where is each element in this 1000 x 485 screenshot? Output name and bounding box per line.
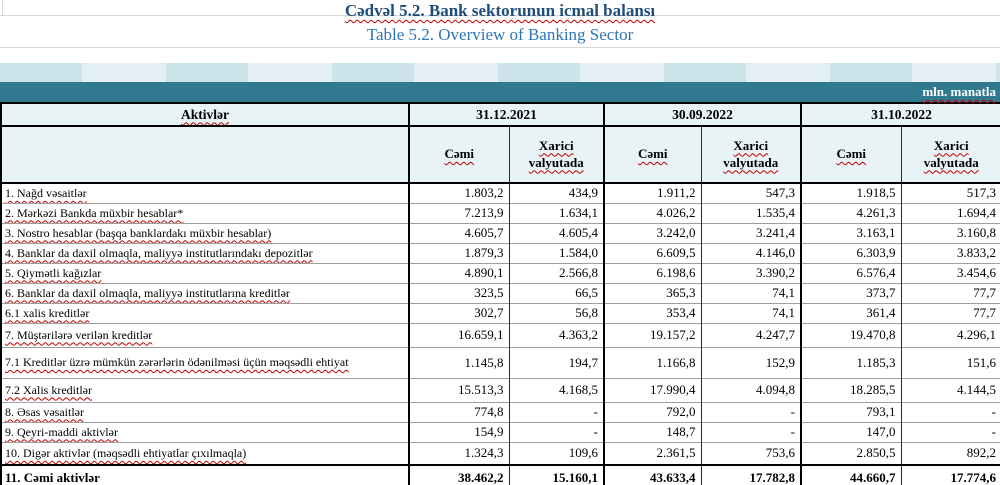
cell-value: 2.361,5 (604, 442, 701, 465)
cell-value: - (701, 422, 801, 442)
unit-label: mln. manatla (922, 84, 996, 99)
cell-value: - (509, 402, 604, 422)
cell-value: 373,7 (801, 283, 901, 303)
cell-value: 38.462,2 (409, 465, 509, 485)
cell-value: 17.782,8 (701, 465, 801, 485)
cell-value: 753,6 (701, 442, 801, 465)
period-header-31-10-2022: 31.10.2022 (801, 103, 1000, 126)
cell-value: 1.185,3 (801, 347, 901, 378)
row-label: 1. Nağd vəsaitlər (5, 185, 87, 200)
table-row (1, 263, 1000, 283)
subheader-total-0922: Cəmi (604, 126, 701, 183)
row-label: 3. Nostro hesablar (başqa banklardakı müxbir hesablar) (1, 223, 409, 243)
subheader-total-2021: Cəmi (409, 126, 509, 183)
cell-value: 4.168,5 (509, 378, 604, 402)
table-title-azerbaijani: Cədvəl 5.2. Bank sektorunun icmal balansı (344, 1, 656, 20)
cell-value: 17.774,6 (901, 465, 1000, 485)
row-label: 8. Əsas vəsaitlər (1, 402, 409, 422)
row-label: 7.2 Xalis kreditlər (1, 378, 409, 402)
cell-value: 44.660,7 (801, 465, 901, 485)
cell-value: 77,7 (901, 303, 1000, 323)
cell-value: 109,6 (509, 442, 604, 465)
table-row (1, 347, 1000, 378)
cell-value: 1.634,1 (509, 203, 604, 223)
table-body (1, 183, 1000, 485)
cell-value: 4.363,2 (509, 323, 604, 347)
subheader-empty-cell (1, 126, 409, 183)
title-gap (0, 47, 1000, 63)
cell-value: 547,3 (701, 183, 801, 203)
cell-value: 774,8 (409, 402, 509, 422)
cell-value: 3.241,4 (701, 223, 801, 243)
cell-value: 4.296,1 (901, 323, 1000, 347)
cell-value: 1.535,4 (701, 203, 801, 223)
empty-sheet-row (0, 63, 1000, 82)
table-row (1, 303, 1000, 323)
cell-value: 1.879,3 (409, 243, 509, 263)
banking-sector-balance-table (0, 102, 1000, 485)
cell-value: 3.242,0 (604, 223, 701, 243)
cell-value: 17.990,4 (604, 378, 701, 402)
cell-value: - (901, 402, 1000, 422)
cell-value: 4.890,1 (409, 263, 509, 283)
cell-value: 1.584,0 (509, 243, 604, 263)
table-row (1, 203, 1000, 223)
cell-value: 4.094,8 (701, 378, 801, 402)
cell-value: 323,5 (409, 283, 509, 303)
table-row (1, 422, 1000, 442)
period-header-30-09-2022: 30.09.2022 (604, 103, 801, 126)
cell-value: 6.576,4 (801, 263, 901, 283)
table-row (1, 183, 1000, 203)
cell-value: 517,3 (901, 183, 1000, 203)
cell-value: 792,0 (604, 402, 701, 422)
cell-value: 4.026,2 (604, 203, 701, 223)
row-label: 11. Cəmi aktivlər (1, 465, 409, 485)
cell-value: 793,1 (801, 402, 901, 422)
cell-value: 7.213,9 (409, 203, 509, 223)
cell-value: 2.566,8 (509, 263, 604, 283)
cell-value: - (901, 422, 1000, 442)
unit-band (0, 82, 1000, 102)
cell-value: 74,1 (701, 303, 801, 323)
cell-value: 3.833,2 (901, 243, 1000, 263)
row-label: 6.1 xalis kreditlər (1, 303, 409, 323)
cell-value: - (509, 422, 604, 442)
period-header-row (1, 103, 1000, 126)
row-label: 7. Müştərilərə verilən kreditlər (1, 323, 409, 347)
subheader-foreign-2021: Xarici valyutada (509, 126, 604, 183)
cell-value: 4.247,7 (701, 323, 801, 347)
table-row (1, 223, 1000, 243)
subheader-total-1022: Cəmi (801, 126, 901, 183)
table-row (1, 243, 1000, 263)
cell-value: 1.918,5 (801, 183, 901, 203)
cell-value: 16.659,1 (409, 323, 509, 347)
table-row (1, 283, 1000, 303)
cell-value: 892,2 (901, 442, 1000, 465)
cell-value: 19.157,2 (604, 323, 701, 347)
table-title-english: Table 5.2. Overview of Banking Sector (366, 25, 634, 44)
cell-value: 56,8 (509, 303, 604, 323)
cell-value: 353,4 (604, 303, 701, 323)
cell-value: 1.694,4 (901, 203, 1000, 223)
cell-value: 4.605,7 (409, 223, 509, 243)
cell-value: 19.470,8 (801, 323, 901, 347)
cell-value: 1.803,2 (409, 183, 509, 203)
row-label: 10. Digər aktivlər (məqsədli ehtiyatlar çıxılmaqla) (1, 442, 409, 465)
cell-value: 2.850,5 (801, 442, 901, 465)
cell-value: 3.390,2 (701, 263, 801, 283)
cell-value: 6.609,5 (604, 243, 701, 263)
period-header-31-12-2021: 31.12.2021 (409, 103, 604, 126)
cell-value: 154,9 (409, 422, 509, 442)
row-label: 5. Qiymətli kağızlar (1, 263, 409, 283)
cell-value: 15.160,1 (509, 465, 604, 485)
cell-value: 15.513,3 (409, 378, 509, 402)
cell-value: 43.633,4 (604, 465, 701, 485)
cell-value: 194,7 (509, 347, 604, 378)
cell-value: 4.144,5 (901, 378, 1000, 402)
cell-value: 302,7 (409, 303, 509, 323)
table-row (1, 442, 1000, 465)
table-row (1, 323, 1000, 347)
cell-value: - (701, 402, 801, 422)
cell-value: 3.454,6 (901, 263, 1000, 283)
cell-value: 3.163,1 (801, 223, 901, 243)
row-label: 4. Banklar da daxil olmaqla, maliyyə institutlarındakı depozitlər (1, 243, 409, 263)
cell-value: 4.146,0 (701, 243, 801, 263)
cell-value: 148,7 (604, 422, 701, 442)
subheader-row (1, 126, 1000, 183)
subheader-foreign-0922: Xarici valyutada (701, 126, 801, 183)
row-label: 2. Mərkəzi Bankda müxbir hesablar* (1, 203, 409, 223)
table-row (1, 465, 1000, 485)
cell-value: 434,9 (509, 183, 604, 203)
cell-value: 74,1 (701, 283, 801, 303)
cell-value: 1.166,8 (604, 347, 701, 378)
cell-value: 6.303,9 (801, 243, 901, 263)
cell-value: 18.285,5 (801, 378, 901, 402)
row-label: 6. Banklar da daxil olmaqla, maliyyə institutlarına kreditlər (1, 283, 409, 303)
cell-value: 1.324,3 (409, 442, 509, 465)
row-label: 9. Qeyri-maddi aktivlər (1, 422, 409, 442)
assets-column-header: Aktivlər (1, 103, 409, 126)
cell-value: 365,3 (604, 283, 701, 303)
table-row (1, 402, 1000, 422)
cell-value: 3.160,8 (901, 223, 1000, 243)
cell-value: 361,4 (801, 303, 901, 323)
cell-value: 77,7 (901, 283, 1000, 303)
cell-value: 6.198,6 (604, 263, 701, 283)
cell-value: 1.145,8 (409, 347, 509, 378)
cell-value: 4.605,4 (509, 223, 604, 243)
cell-value: 152,9 (701, 347, 801, 378)
subheader-foreign-1022: Xarici valyutada (901, 126, 1000, 183)
cell-value: 4.261,3 (801, 203, 901, 223)
cell-value: 151,6 (901, 347, 1000, 378)
cell-value: 1.911,2 (604, 183, 701, 203)
sheet-gridline (0, 47, 1000, 48)
row-label: 7.1 Kreditlər üzrə mümkün zərərlərin ödənilməsi üçün məqsədli ehtiyat (1, 347, 409, 378)
table-row (1, 378, 1000, 402)
cell-value: 66,5 (509, 283, 604, 303)
cell-value: 147,0 (801, 422, 901, 442)
